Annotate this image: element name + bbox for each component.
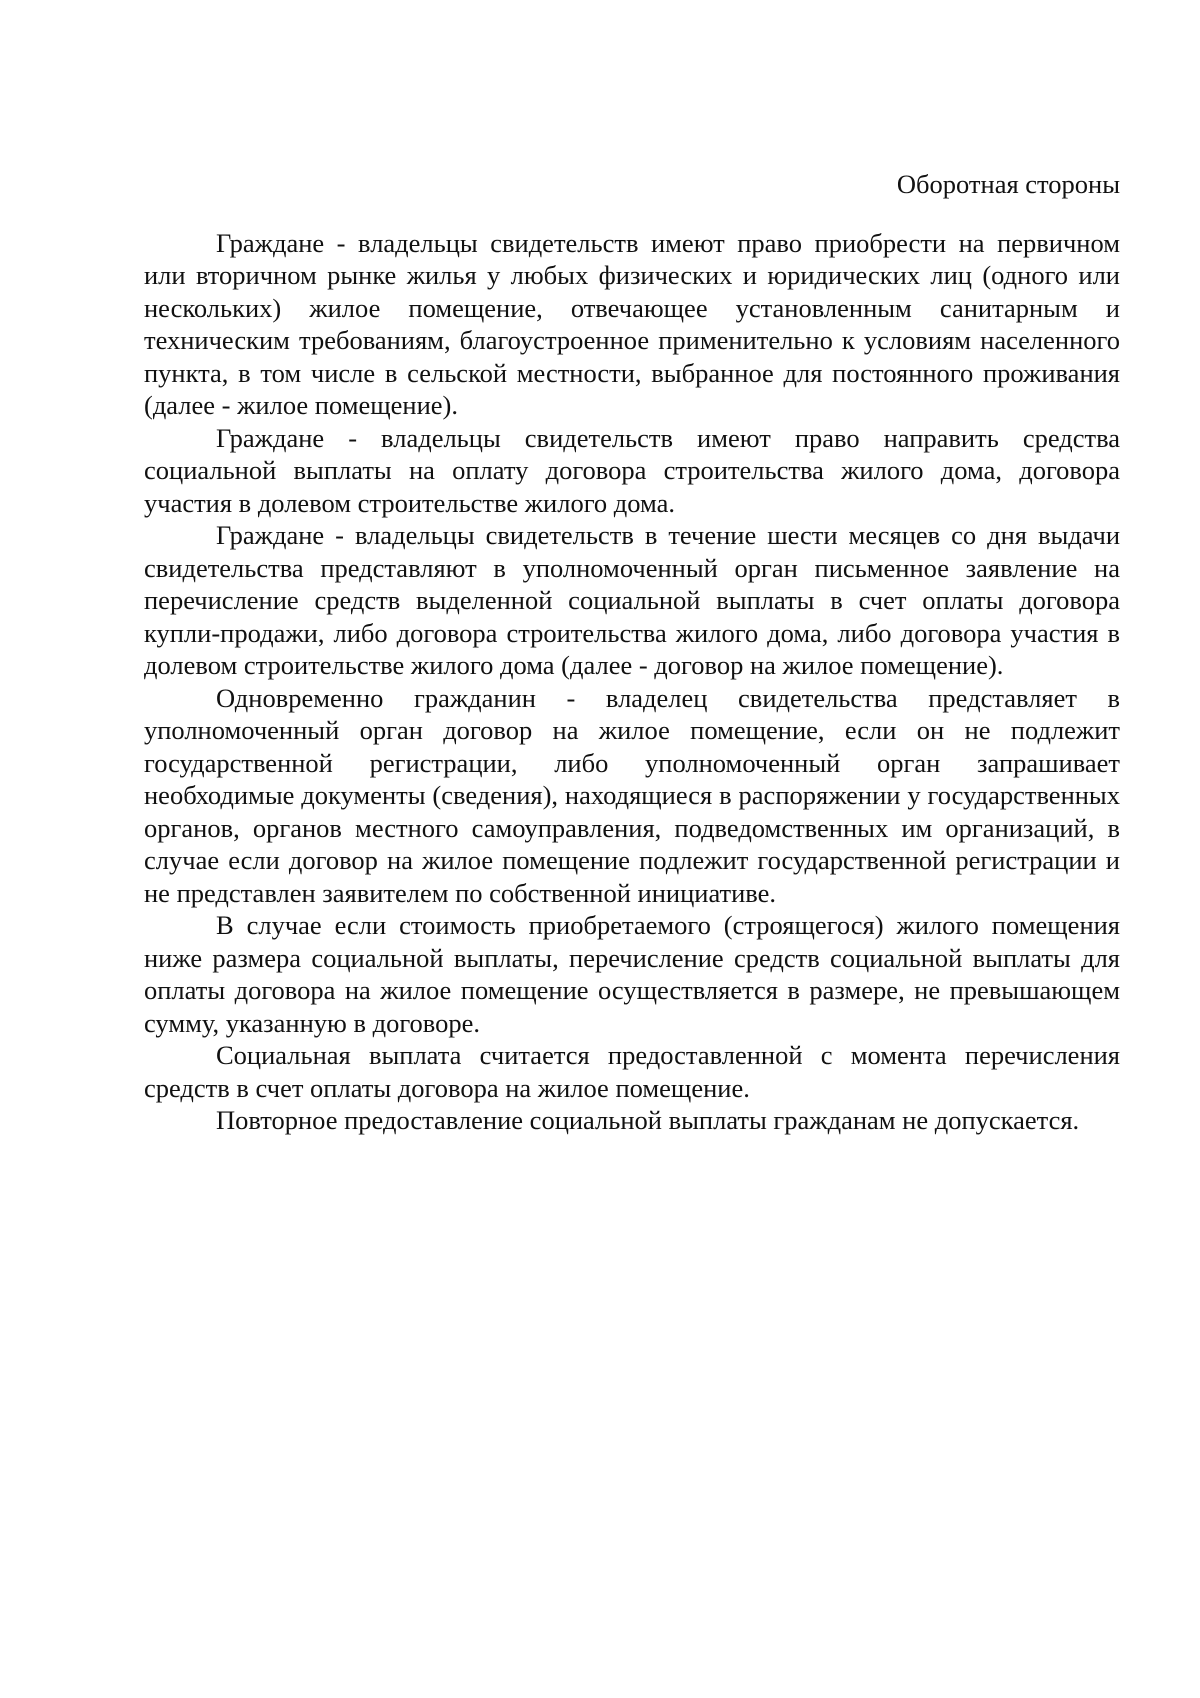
paragraph-cost-below-payment: В случае если стоимость приобретаемого (строящегося) жилого помещения ниже размера социальной выплаты, перечисление средств социальной выплаты для оплаты договора на жилое помещение осуществляется в размере, не превышающем сумму, указанную в договоре.	[144, 910, 1120, 1038]
paragraph-construction-payment: Граждане - владельцы свидетельств имеют право направить средства социальной выплаты на оплату договора строительства жилого дома, договора участия в долевом строительстве жилого дома.	[144, 422, 1120, 518]
document-page	[144, 168, 1120, 1137]
paragraph-contract-submission: Одновременно гражданин - владелец свидетельства представляет в уполномоченный орган договор на жилое помещение, если он не подлежит государственной регистрации, либо уполномоченный орган запрашивает необходимые документы (сведения), находящиеся в распоряжении у государственных органов, органов местного самоуправления, подведомственных им организаций, в случае если договор на жилое помещение подлежит государственной регистрации и не представлен заявителем по собственной инициативе.	[144, 682, 1120, 908]
paragraph-payment-provided: Социальная выплата считается предоставленной с момента перечисления средств в счет оплаты договора на жилое помещение.	[144, 1040, 1120, 1103]
page-header: Оборотная стороны	[896, 169, 1120, 199]
paragraph-application-deadline: Граждане - владельцы свидетельств в течение шести месяцев со дня выдачи свидетельства представляют в уполномоченный орган письменное заявление на перечисление средств выделенной социальной выплаты в счет оплаты договора купли-продажи, либо договора строительства жилого дома, либо договора участия в долевом строительстве жилого дома (далее - договор на жилое помещение).	[144, 520, 1120, 680]
paragraph-no-repeat: Повторное предоставление социальной выплаты гражданам не допускается.	[216, 1105, 1080, 1135]
document-body	[144, 227, 1120, 1137]
paragraph-purchase-right: Граждане - владельцы свидетельств имеют право приобрести на первичном или вторичном рынке жилья у любых физических и юридических лиц (одного или нескольких) жилое помещение, отвечающее установленным санитарным и техническим требованиям, благоустроенное применительно к условиям населенного пункта, в том числе в сельской местности, выбранное для постоянного проживания (далее - жилое помещение).	[144, 227, 1120, 420]
